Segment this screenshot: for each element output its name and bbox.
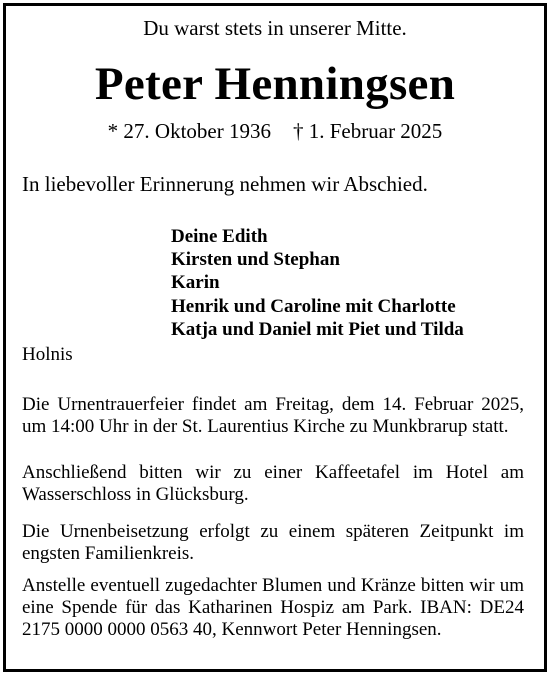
life-dates <box>0 118 550 144</box>
family-list <box>171 225 464 341</box>
urn-burial-info: Die Urnenbeisetzung erfolgt zu einem späteren Zeitpunkt im engsten Familienkreis. <box>22 521 524 564</box>
donation-info: Anstelle eventuell zugedachter Blumen und Kränze bitten wir um eine Spende für das Katharinen Hospiz am Park. IBAN: DE24 2175 0000 0000 0563 40, Kennwort Peter Henningsen. <box>22 575 524 640</box>
funeral-service-info: Die Urnentrauerfeier findet am Freitag, dem 14. Februar 2025, um 14:00 Uhr in der St. Laurentius Kirche zu Munkbrarup statt. <box>22 394 524 437</box>
family-member: Kirsten und Stephan <box>171 249 340 271</box>
family-member: Karin <box>171 272 220 294</box>
coffee-reception-info: Anschließend bitten wir zu einer Kaffeetafel im Hotel am Wasserschloss in Glücksburg. <box>22 462 524 505</box>
death-date: † 1. Februar 2025 <box>293 119 443 143</box>
birth-date: * 27. Oktober 1936 <box>107 119 271 143</box>
deceased-name: Peter Henningsen <box>94 58 456 110</box>
farewell-line: In liebevoller Erinnerung nehmen wir Abschied. <box>22 172 428 196</box>
family-member: Henrik und Caroline mit Charlotte <box>171 295 456 317</box>
motto: Du warst stets in unserer Mitte. <box>143 16 407 40</box>
family-member: Deine Edith <box>171 226 268 247</box>
family-member: Katja und Daniel mit Piet und Tilda <box>171 318 464 340</box>
place-name: Holnis <box>22 344 73 365</box>
